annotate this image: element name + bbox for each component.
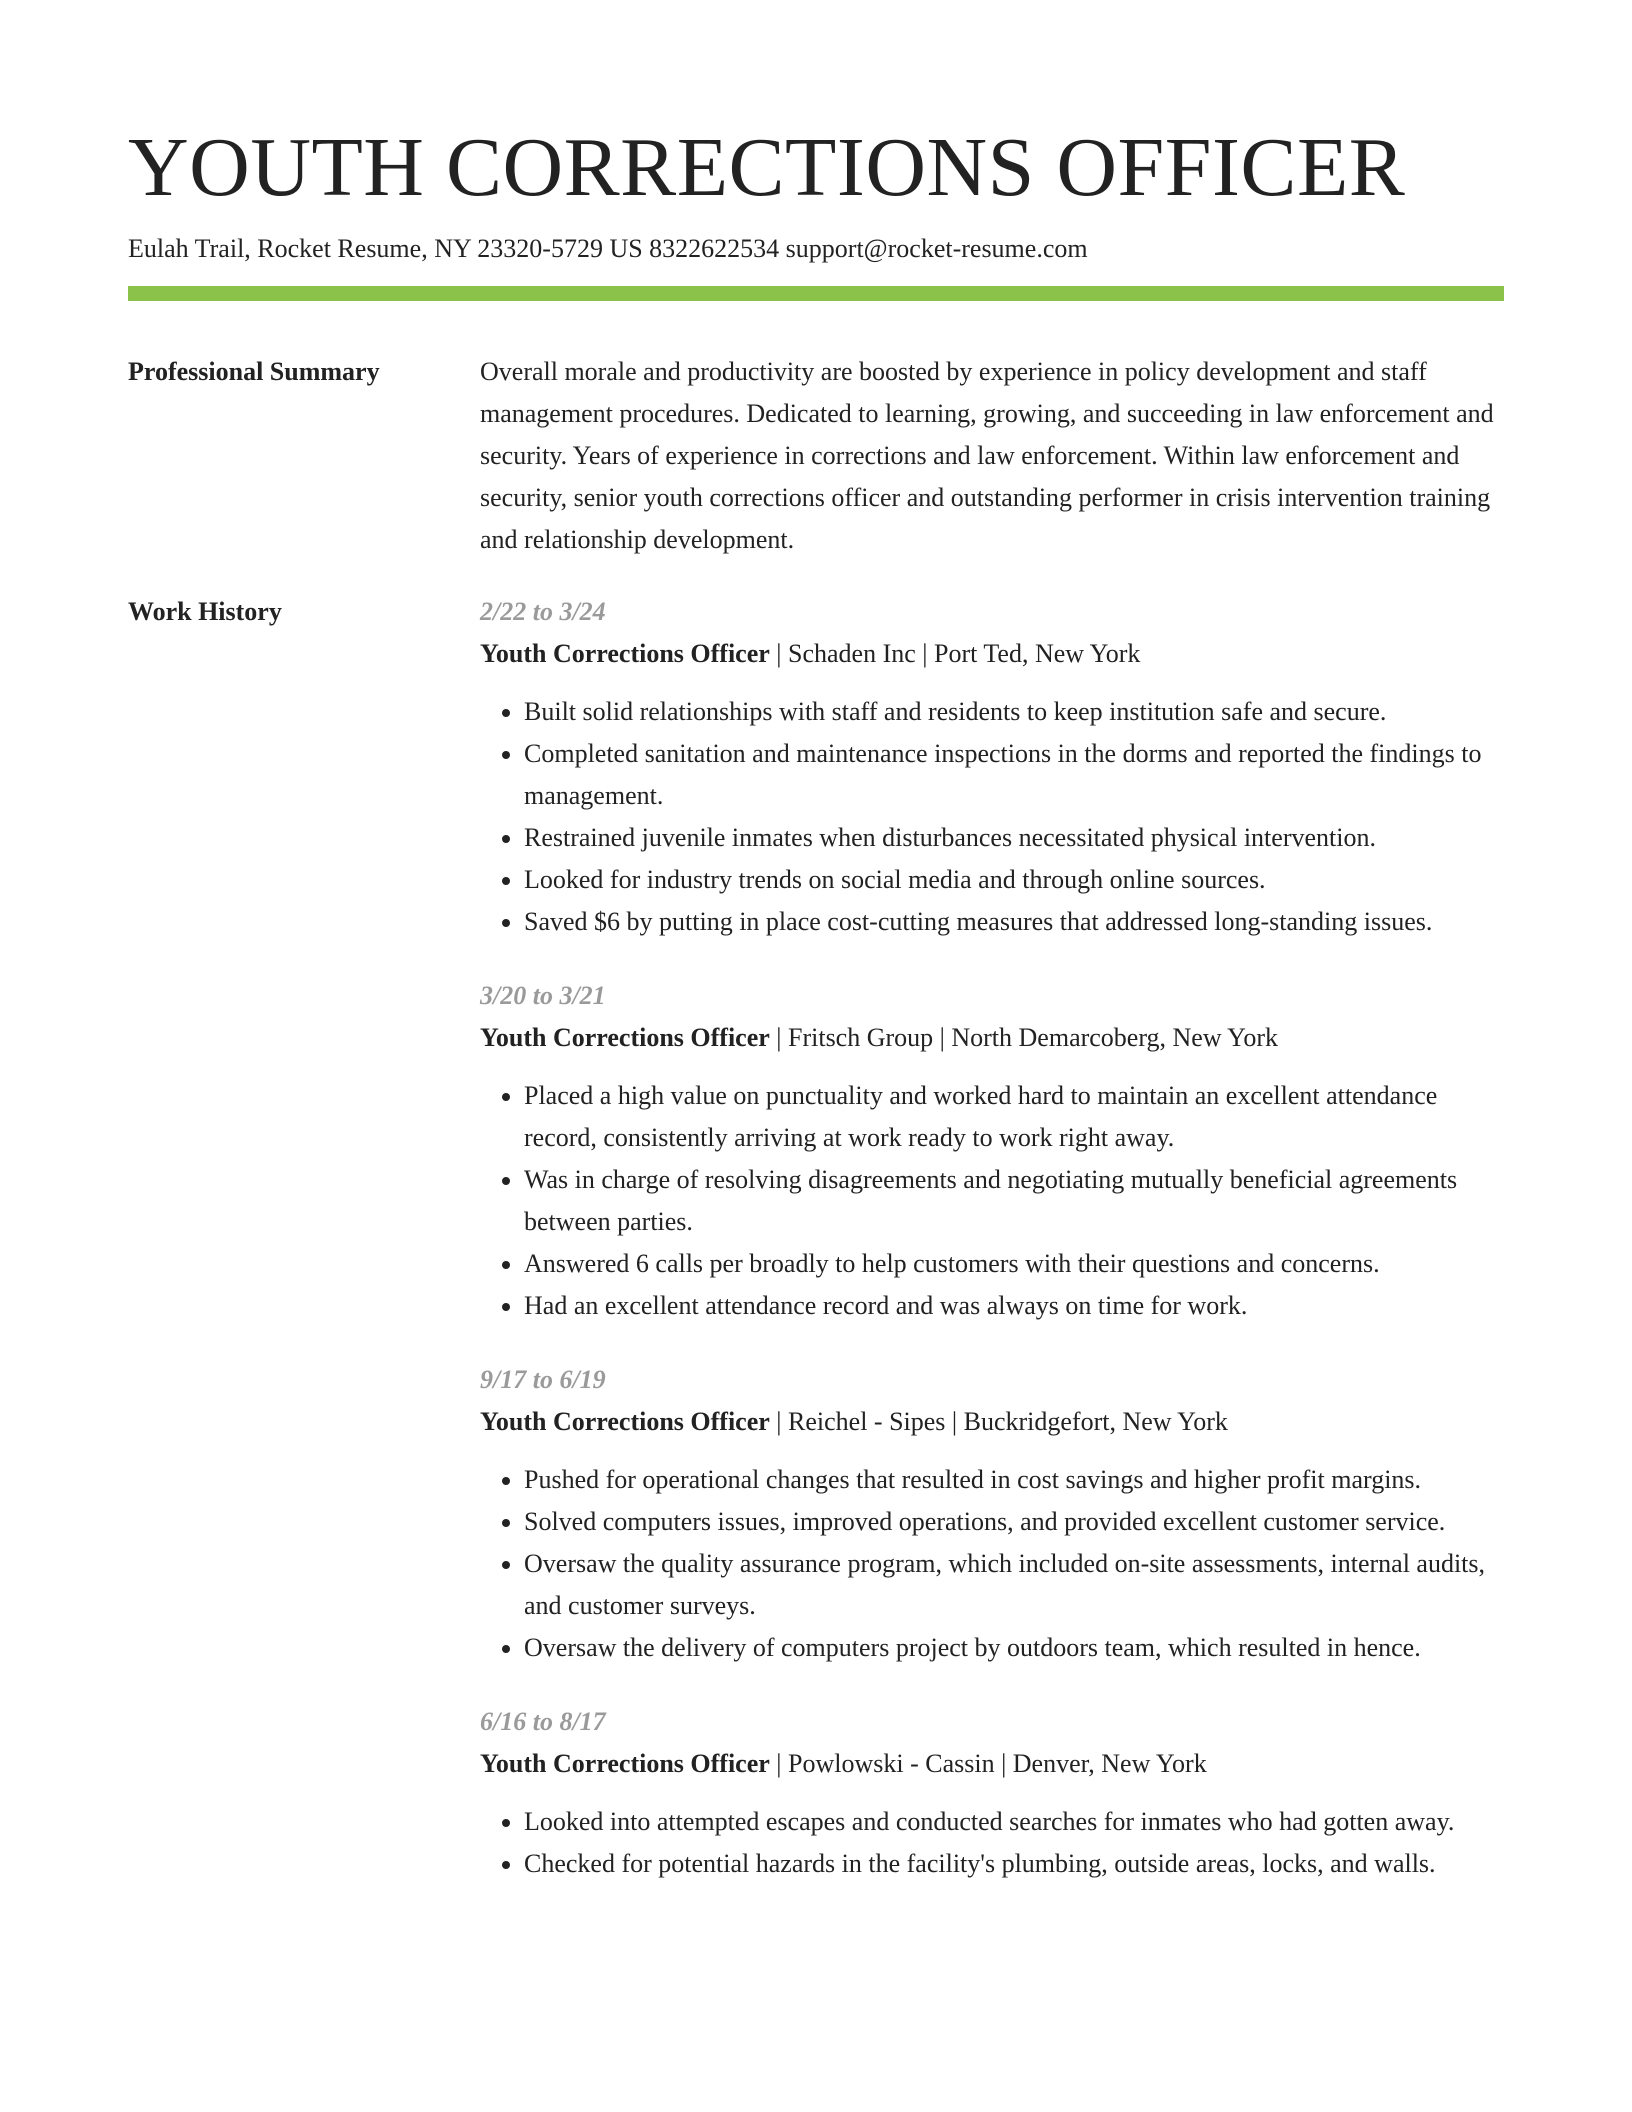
job-role-line [480, 1743, 1504, 1785]
job-title: Youth Corrections Officer [480, 1023, 770, 1052]
list-item: • Saved $6 by putting in place cost-cutting measures that addressed long-standing issues. [524, 901, 1504, 943]
job-bullets [480, 1459, 1504, 1669]
section-professional-summary [128, 351, 1504, 561]
job-role-line [480, 633, 1504, 675]
list-item: • Pushed for operational changes that resulted in cost savings and higher profit margins. [524, 1459, 1504, 1501]
job-entry [480, 1359, 1504, 1669]
list-item: • Solved computers issues, improved operations, and provided excellent customer service. [524, 1501, 1504, 1543]
summary-text: Overall morale and productivity are boosted by experience in policy development and staff management procedures. Dedicated to learning, growing, and succeeding in law enforcement and security. Years of experience in corrections and law enforcement. Within law enforcement and security, senior youth corrections officer and outstanding performer in crisis intervention training and relationship development. [480, 357, 1494, 554]
job-entry [480, 1701, 1504, 1885]
job-details: | Fritsch Group | North Demarcoberg, New York [769, 1023, 1278, 1052]
job-bullets [480, 1075, 1504, 1327]
section-title-work-history: Work History [128, 597, 282, 626]
list-item: • Placed a high value on punctuality and worked hard to maintain an excellent attendance record, consistently arriving at work ready to work right away. [524, 1075, 1504, 1159]
list-item: • Completed sanitation and maintenance inspections in the dorms and reported the findings to management. [524, 733, 1504, 817]
accent-divider [128, 286, 1504, 301]
job-role-line [480, 1017, 1504, 1059]
list-item: • Built solid relationships with staff and residents to keep institution safe and secure. [524, 691, 1504, 733]
job-details: | Reichel - Sipes | Buckridgefort, New York [769, 1407, 1228, 1436]
list-item: • Checked for potential hazards in the facility's plumbing, outside areas, locks, and walls. [524, 1843, 1504, 1885]
job-details: | Schaden Inc | Port Ted, New York [769, 639, 1141, 668]
job-bullets [480, 1801, 1504, 1885]
job-entry [480, 591, 1504, 943]
contact-info: Eulah Trail, Rocket Resume, NY 23320-5729 US 8322622534 support@rocket-resume.com [128, 234, 1088, 263]
resume-page [128, 118, 1504, 1885]
work-history-list [480, 591, 1504, 1885]
job-entry [480, 975, 1504, 1327]
section-title-summary: Professional Summary [128, 357, 380, 386]
job-dates: 2/22 to 3/24 [480, 597, 606, 626]
job-bullets [480, 691, 1504, 943]
list-item: • Was in charge of resolving disagreements and negotiating mutually beneficial agreements between parties. [524, 1159, 1504, 1243]
job-dates: 6/16 to 8/17 [480, 1707, 606, 1736]
list-item: • Answered 6 calls per broadly to help customers with their questions and concerns. [524, 1243, 1504, 1285]
list-item: • Restrained juvenile inmates when disturbances necessitated physical intervention. [524, 817, 1504, 859]
job-dates: 9/17 to 6/19 [480, 1365, 606, 1394]
list-item: • Had an excellent attendance record and was always on time for work. [524, 1285, 1504, 1327]
list-item: • Oversaw the quality assurance program, which included on-site assessments, internal audits, and customer surveys. [524, 1543, 1504, 1627]
job-title: Youth Corrections Officer [480, 1407, 770, 1436]
job-role-line [480, 1401, 1504, 1443]
section-work-history [128, 591, 1504, 1885]
page-title: YOUTH CORRECTIONS OFFICER [128, 121, 1406, 214]
list-item: • Oversaw the delivery of computers project by outdoors team, which resulted in hence. [524, 1627, 1504, 1669]
job-title: Youth Corrections Officer [480, 639, 770, 668]
job-dates: 3/20 to 3/21 [480, 981, 606, 1010]
job-details: | Powlowski - Cassin | Denver, New York [769, 1749, 1207, 1778]
job-title: Youth Corrections Officer [480, 1749, 770, 1778]
list-item: • Looked for industry trends on social media and through online sources. [524, 859, 1504, 901]
list-item: • Looked into attempted escapes and conducted searches for inmates who had gotten away. [524, 1801, 1504, 1843]
